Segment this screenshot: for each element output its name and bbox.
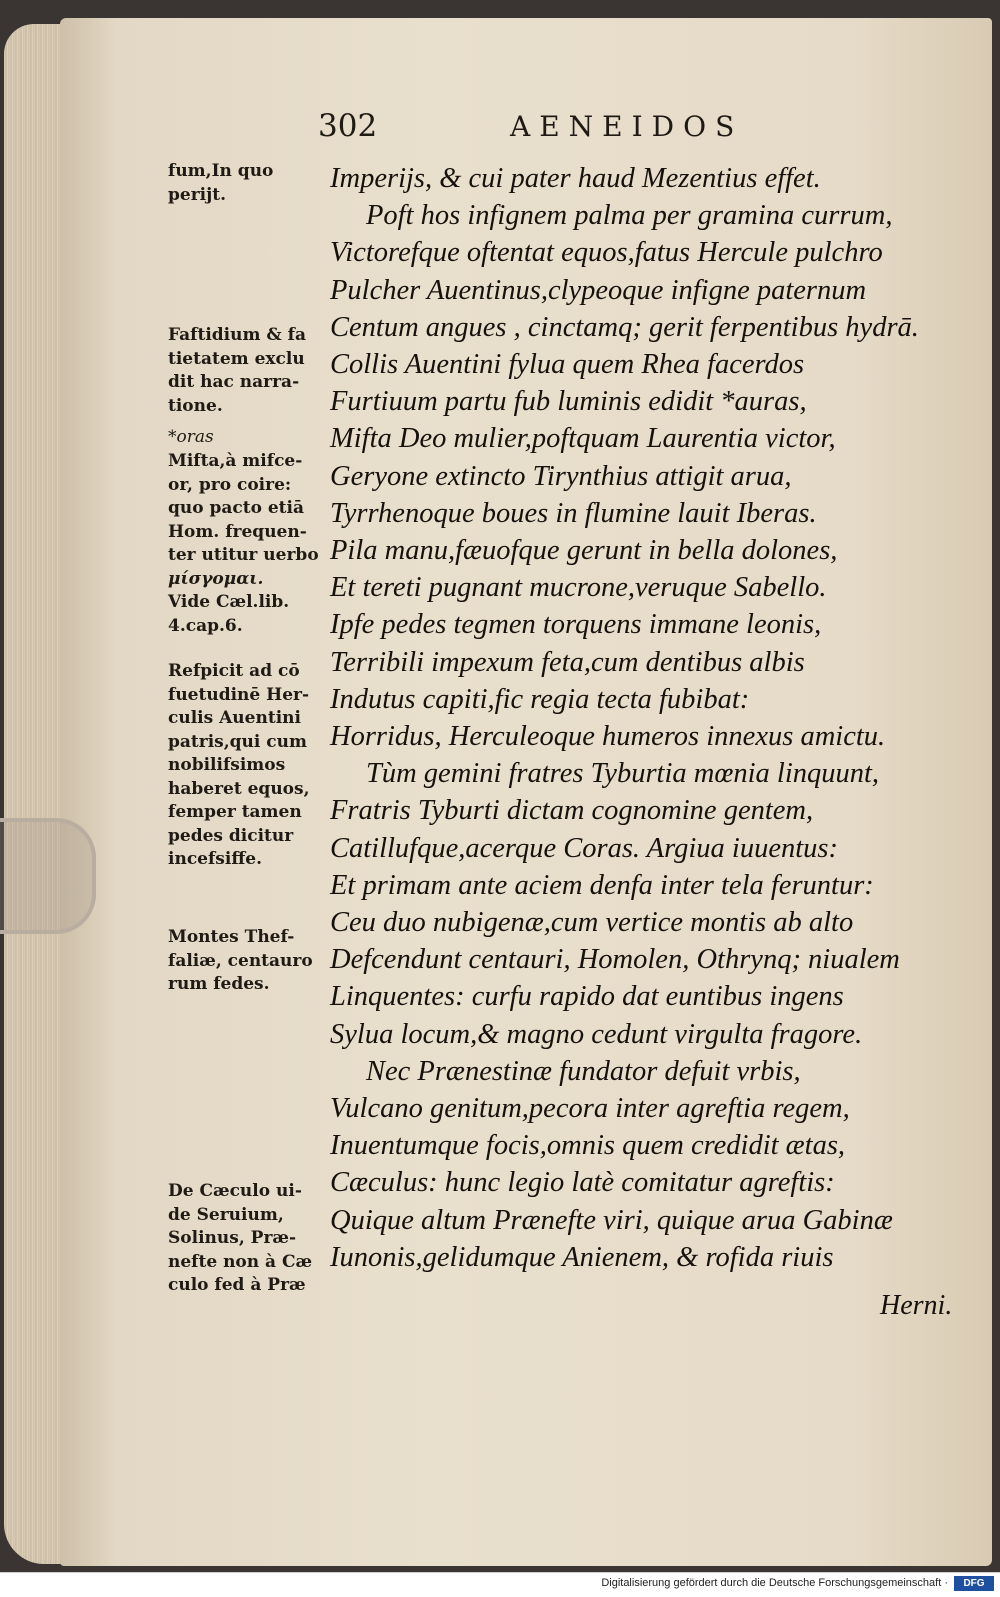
verse-text: [330, 160, 960, 1276]
margin-note: [168, 426, 328, 450]
note-line: haberet equos,: [168, 778, 310, 799]
margin-note: [168, 1180, 328, 1298]
verse-line: Mifta Deo mulier,poftquam Laurentia victor,: [330, 423, 836, 455]
margin-note: [168, 660, 328, 872]
note-line: Faftidium & fa: [168, 325, 306, 345]
dfg-logo-icon: DFG: [954, 1576, 994, 1591]
verse-line: Indutus capiti,fic regia tecta fubibat:: [330, 683, 750, 715]
note-line: Mifta,à mifce-: [168, 451, 303, 471]
verse-line: Cæculus: hunc legio latè comitatur agreftis:: [330, 1167, 835, 1199]
note-line: *oras: [168, 427, 214, 447]
note-line: perijt.: [168, 184, 227, 205]
note-line: μίσγομαι.: [168, 568, 264, 589]
verse-line: Collis Auentini fylua quem Rhea facerdos: [330, 349, 805, 381]
verse-line: Pila manu,fæuofque gerunt in bella dolones,: [330, 535, 838, 567]
verse-line: Victorefque oftentat equos,fatus Hercule pulchro: [330, 237, 883, 269]
note-line: quo pacto etiā: [168, 498, 305, 518]
note-line: Solinus, Præ-: [168, 1228, 297, 1248]
note-line: Montes Thef-: [168, 927, 295, 947]
margin-note: [168, 324, 328, 418]
note-line: dit hac narra-: [168, 372, 300, 392]
note-line: culis Auentini: [168, 708, 301, 728]
verse-line: Sylua locum,& magno cedunt virgulta fragore.: [330, 1018, 863, 1050]
verse-line: Inuentumque focis,omnis quem credidit ætas,: [330, 1130, 846, 1162]
verse-line: Vulcano genitum,pecora inter agreftia regem,: [330, 1093, 850, 1125]
verse-line: Et primam ante aciem denfa inter tela feruntur:: [330, 869, 874, 901]
note-line: fuetudinē Her-: [168, 684, 310, 705]
verse-line: Ceu duo nubigenæ,cum vertice montis ab alto: [330, 907, 854, 939]
verse-line: Iunonis,gelidumque Anienem, & rofida riuis: [330, 1241, 834, 1273]
verse-line: Quique altum Prænefte viri, quique arua Gabinæ: [330, 1204, 893, 1236]
note-line: fum,In quo: [168, 161, 274, 181]
verse-line: Fratris Tyburti dictam cognomine gentem,: [330, 795, 814, 827]
margin-note: [168, 926, 328, 997]
margin-note: [168, 160, 328, 207]
note-line: rum fedes.: [168, 974, 270, 994]
note-line: or, pro coire:: [168, 474, 292, 495]
verse-line: Horridus, Herculeoque humeros innexus amictu.: [330, 721, 886, 753]
verse-line: Catillufque,acerque Coras. Argiua iuuentus:: [330, 832, 838, 864]
note-line: Hom. frequen-: [168, 521, 307, 542]
verse-line: Linquentes: curfu rapido dat euntibus ingens: [330, 981, 844, 1013]
verse-line: Furtiuum partu fub luminis edidit *auras,: [330, 386, 807, 418]
note-line: tietatem exclu: [168, 348, 305, 369]
verse-line: Defcendunt centauri, Homolen, Othrynq; niualem: [330, 944, 900, 976]
verse-line: Geryone extincto Tirynthius attigit arua,: [330, 460, 792, 492]
note-line: femper tamen: [168, 802, 302, 822]
note-line: ter utitur uerbo: [168, 545, 319, 565]
note-line: faliæ, centauro: [168, 950, 313, 971]
note-line: tione.: [168, 395, 223, 416]
funding-notice: Digitalisierung gefördert durch die Deutsche Forschungsgemeinschaft ·: [601, 1577, 948, 1589]
verse-line: Imperijs, & cui pater haud Mezentius effet.: [330, 163, 821, 194]
running-title: AENEIDOS: [510, 110, 744, 143]
verse-line: Nec Prænestinæ fundator defuit vrbis,: [366, 1055, 801, 1087]
page-number: 302: [318, 108, 378, 144]
verse-line: Pulcher Auentinus,clypeoque infigne paternum: [330, 274, 867, 306]
note-line: 4.cap.6.: [168, 615, 243, 636]
verse-line: Centum angues , cinctamq; gerit ferpentibus hydrā.: [330, 311, 919, 343]
catchword: Herni.: [880, 1290, 953, 1321]
note-line: De Cæculo ui-: [168, 1181, 302, 1201]
note-line: Vide Cæl.lib.: [168, 592, 290, 612]
verse-line: Terribili impexum feta,cum dentibus albis: [330, 646, 805, 678]
note-line: nobilifsimos: [168, 755, 286, 775]
verse-line: Tùm gemini fratres Tyburtia mœnia linquunt,: [366, 758, 880, 790]
note-line: patris,qui cum: [168, 731, 307, 752]
verse-line: Tyrrhenoque boues in flumine lauit Iberas.: [330, 497, 817, 529]
page-header: [310, 108, 830, 148]
note-line: incefsiffe.: [168, 849, 263, 869]
note-line: nefte non à Cæ: [168, 1251, 313, 1272]
book-clasp: [0, 818, 96, 934]
note-line: pedes dicitur: [168, 825, 294, 846]
verse-line: Poft hos infignem palma per gramina currum,: [366, 200, 893, 232]
verse-line: Ipfe pedes tegmen torquens immane leonis,: [330, 609, 822, 641]
footer-bar: [0, 1572, 1000, 1597]
margin-note: [168, 450, 328, 638]
verse-line: Et tereti pugnant mucrone,veruque Sabello.: [330, 572, 827, 604]
note-line: de Seruium,: [168, 1204, 284, 1225]
note-line: culo fed à Præ: [168, 1275, 306, 1295]
note-line: Refpicit ad cō: [168, 661, 300, 681]
